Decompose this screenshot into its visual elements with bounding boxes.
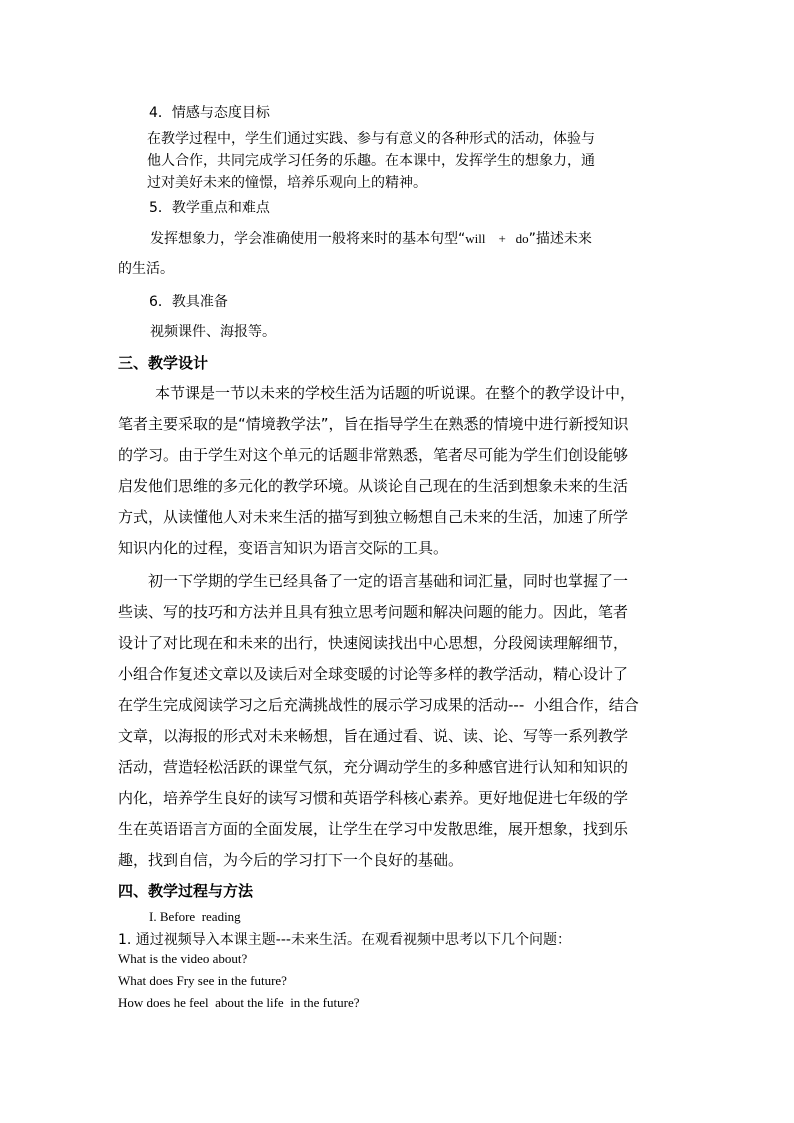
part-3-para-2-line-4: 小组合作复述文章以及读后对全球变暖的讨论等多样的教学活动，精心设计了	[118, 665, 629, 683]
section-5-line-2: 的生活。	[118, 261, 174, 277]
part-3-heading: 三、教学设计	[118, 354, 209, 372]
part-3-para-1-line-6: 知识内化的过程，变语言知识为语言交际的工具。	[118, 539, 449, 557]
part-4-heading: 四、教学过程与方法	[118, 882, 254, 900]
part-3-para-2-line-2: 些读、写的技巧和方法并且具有独立思考问题和解决问题的能力。因此，笔者	[118, 603, 629, 621]
section-5-heading: 5．教学重点和难点	[149, 200, 270, 216]
part-3-para-1-line-2: 笔者主要采取的是“情境教学法”，旨在指导学生在熟悉的情境中进行新授知识	[118, 415, 629, 433]
part-3-para-2-line-3: 设计了对比现在和未来的出行，快速阅读找出中心思想，分段阅读理解细节，	[118, 634, 629, 652]
part-3-para-2-line-1: 初一下学期的学生已经具备了一定的语言基础和词汇量，同时也掌握了一	[148, 572, 629, 590]
section-6-heading: 6．教具准备	[149, 294, 228, 310]
part-3-para-1-line-3: 的学习。由于学生对这个单元的话题非常熟悉，笔者尽可能为学生们创设能够	[118, 446, 629, 464]
section-4-line-2: 他人合作，共同完成学习任务的乐趣。在本课中，发挥学生的想象力，通	[147, 153, 595, 169]
before-reading-subheading: I. Before reading	[149, 909, 241, 924]
part-3-para-2-line-8: 内化，培养学生良好的读写习惯和英语学科核心素养。更好地促进七年级的学	[118, 789, 629, 807]
question-3: How does he feel about the life in the future?	[118, 995, 360, 1010]
part-3-para-1-line-1: 本节课是一节以未来的学校生活为话题的听说课。在整个的教学设计中，	[155, 384, 636, 402]
part-3-para-2-line-9: 生在英语语言方面的全面发展，让学生在学习中发散思维，展开想象，找到乐	[118, 820, 629, 838]
section-4-line-3: 过对美好未来的憧憬，培养乐观向上的精神。	[147, 175, 427, 191]
part-3-para-2-line-10: 趣，找到自信，为今后的学习打下一个良好的基础。	[118, 851, 464, 869]
question-2: What does Fry see in the future?	[118, 973, 287, 988]
section-4-heading: 4．情感与态度目标	[149, 105, 270, 121]
part-4-item-1: 1. 通过视频导入本课主题---未来生活。在观看视频中思考以下几个问题：	[118, 932, 571, 948]
section-5-line-1: 发挥想象力，学会准确使用一般将来时的基本句型“will + do”描述未来	[150, 231, 592, 247]
question-1: What is the video about?	[118, 951, 248, 966]
part-3-para-2-line-6: 文章，以海报的形式对未来畅想，旨在通过看、说、读、论、写等一系列教学	[118, 727, 629, 745]
part-3-para-2-line-5: 在学生完成阅读学习之后充满挑战性的展示学习成果的活动--- 小组合作，结合	[118, 696, 639, 714]
section-6-line: 视频课件、海报等。	[150, 324, 276, 340]
part-3-para-1-line-5: 方式，从读懂他人对未来生活的描写到独立畅想自己未来的生活，加速了所学	[118, 508, 629, 526]
part-3-para-1-line-4: 启发他们思维的多元化的教学环境。从谈论自己现在的生活到想象未来的生活	[118, 477, 629, 495]
part-3-para-2-line-7: 活动，营造轻松活跃的课堂气氛，充分调动学生的多种感官进行认知和知识的	[118, 758, 629, 776]
section-4-line-1: 在教学过程中，学生们通过实践、参与有意义的各种形式的活动，体验与	[147, 131, 595, 147]
